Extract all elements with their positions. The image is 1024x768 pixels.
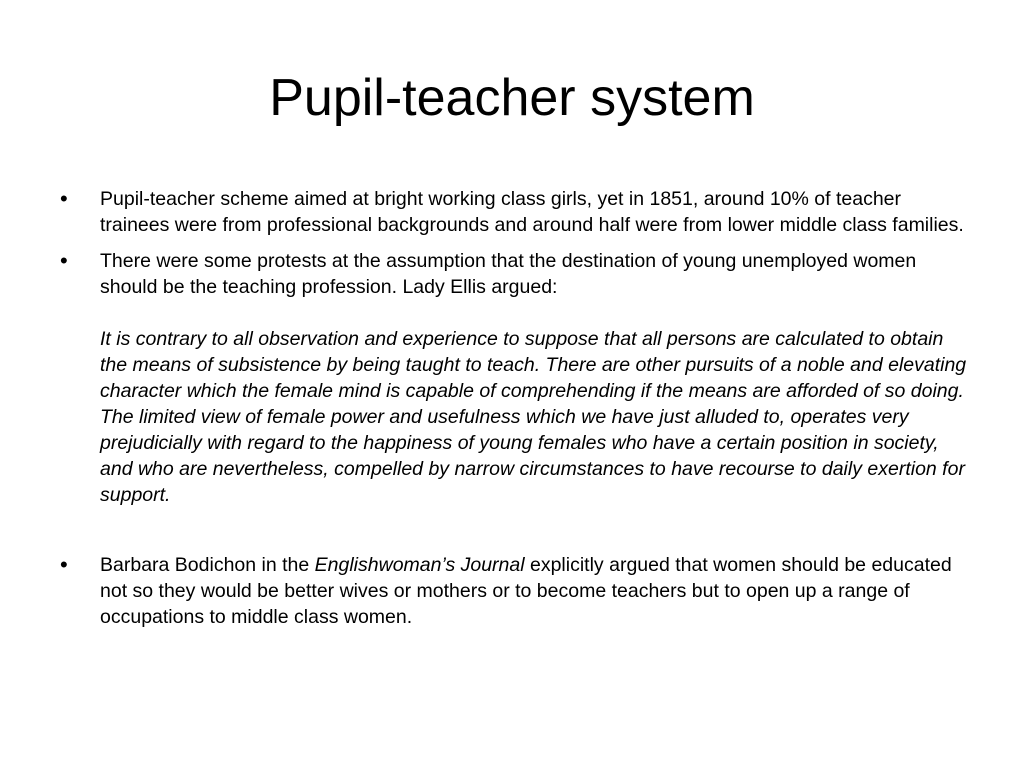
journal-title: Englishwoman’s Journal [314, 554, 525, 576]
bullet-icon: • [60, 248, 68, 273]
bullet-icon: • [60, 552, 68, 577]
bullet-text: There were some protests at the assumption that the destination of young unemployed women should be the teaching profession. Lady Ellis argued: [100, 250, 917, 298]
bullet-text-before: Barbara Bodichon in the [100, 554, 315, 576]
bullet-item [60, 186, 970, 238]
lady-ellis-quote: It is contrary to all observation and experience to suppose that all persons are calculated to obtain the means of subsistence by being taught to teach. There are other pursuits of a noble and elevating character which the female mind is capable of comprehending if the means are afforded of so doing. The limited view of female power and usefulness which we have just alluded to, operates very prejudicially with regard to the happiness of young females who have a certain position in society, and who are nevertheless, compelled by narrow circumstances to have recourse to daily exertion for support. [100, 328, 967, 506]
bullet-item [60, 552, 970, 630]
slide-title: Pupil-teacher system [269, 69, 755, 127]
bullet-text: Pupil-teacher scheme aimed at bright working class girls, yet in 1851, around 10% of teacher trainees were from professional backgrounds and around half were from lower middle class families. [100, 188, 964, 236]
bullet-item [60, 248, 970, 508]
bullet-list [60, 186, 970, 630]
bullet-text-after: explicitly argued that women should be educated not so they would be better wives or mothers or to become teachers but to open up a range of occupations to middle class women. [100, 554, 952, 628]
bullet-icon: • [60, 186, 68, 211]
